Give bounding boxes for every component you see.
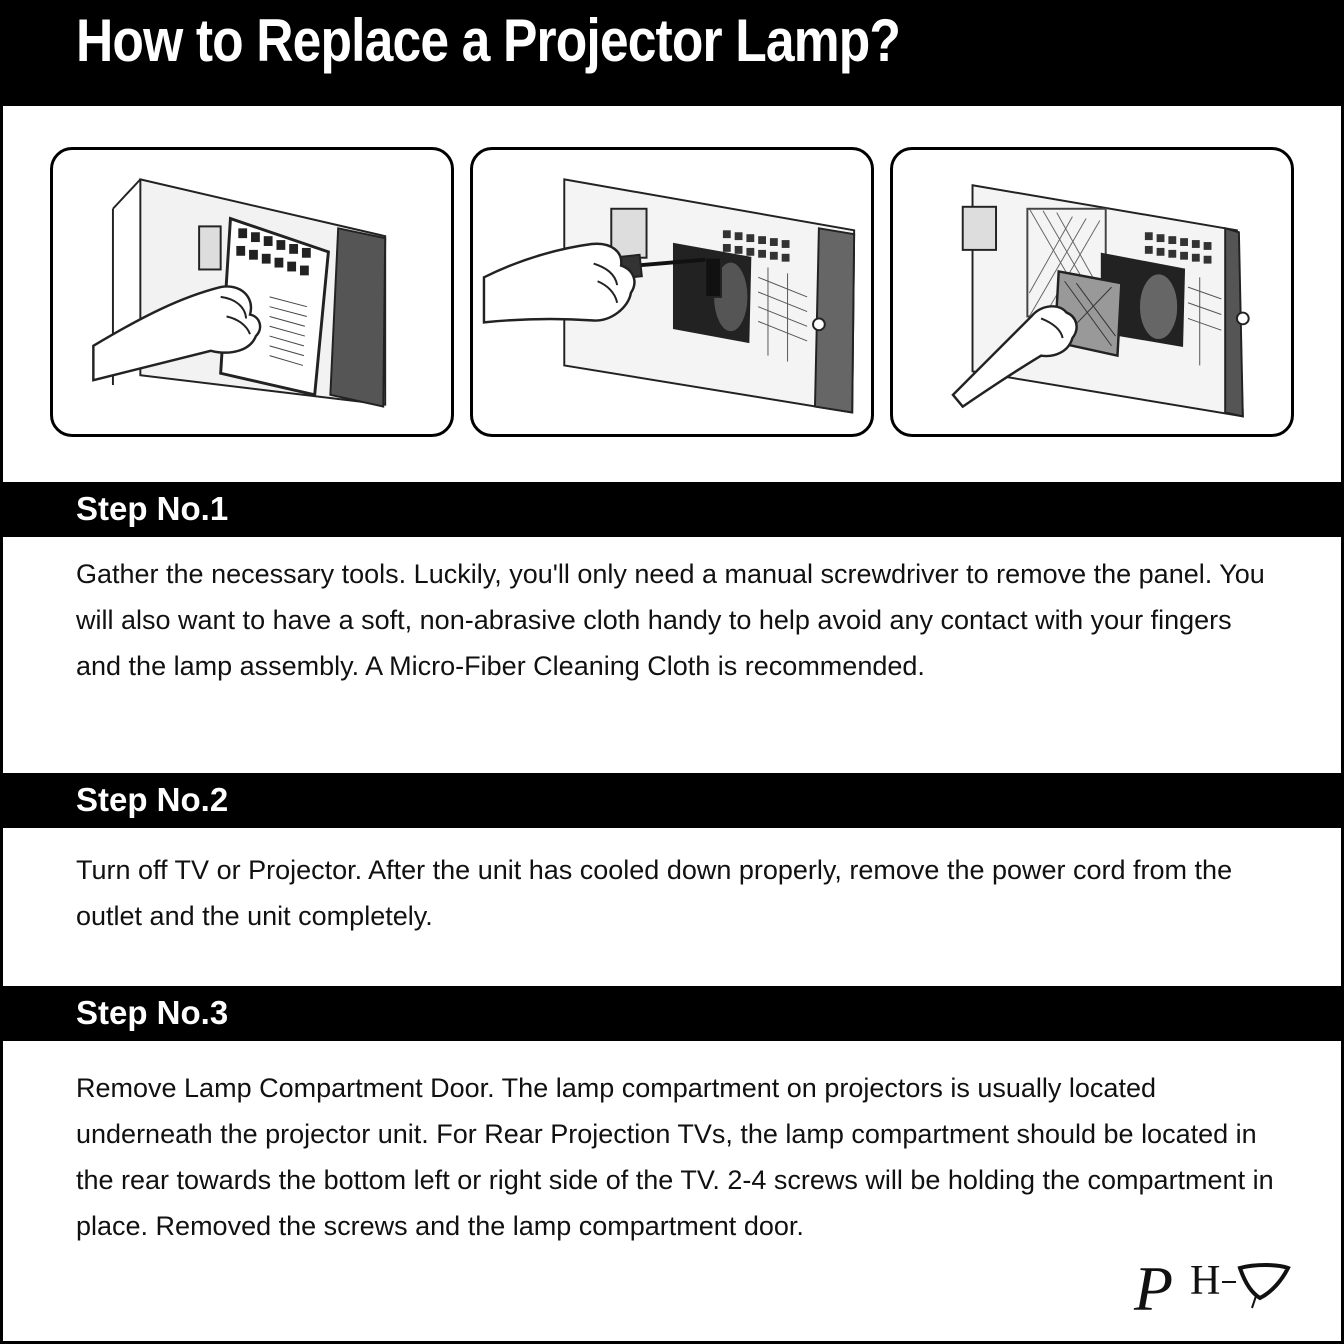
svg-text:P: P [1134, 1253, 1174, 1322]
step-3-header [0, 986, 1344, 1041]
step-2-header [0, 773, 1344, 828]
page-title: How to Replace a Projector Lamp? [76, 7, 901, 74]
illustration-step-2 [470, 147, 874, 437]
step-2-text: Turn off TV or Projector. After the unit has cooled down properly, remove the power cord from the outlet and the unit completely. [76, 855, 1233, 931]
step-2-label: Step No.2 [76, 781, 229, 818]
step-1-header [0, 482, 1344, 537]
pho-logo-icon [1132, 1252, 1302, 1322]
hand-opening-panel-icon [53, 150, 451, 434]
title-bar [0, 0, 1344, 106]
illustration-step-1 [50, 147, 454, 437]
illustration-step-3 [890, 147, 1294, 437]
step-3-label: Step No.3 [76, 994, 229, 1031]
brand-logo [1132, 1252, 1302, 1322]
hand-screwdriver-icon [473, 150, 871, 434]
svg-text:H: H [1190, 1258, 1221, 1304]
step-1-text: Gather the necessary tools. Luckily, you'll only need a manual screwdriver to remove the panel. You will also want to have a soft, non-abrasive cloth handy to help avoid any contact with your fingers and the lamp assembly. A Micro-Fiber Cleaning Cloth is recommended. [76, 559, 1265, 681]
hand-removing-lamp-icon [893, 150, 1291, 434]
step-1-label: Step No.1 [76, 490, 229, 527]
step-3-text: Remove Lamp Compartment Door. The lamp compartment on projectors is usually located underneath the projector unit. For Rear Projection TVs, the lamp compartment should be located in the rear towards the bottom left or right side of the TV. 2-4 screws will be holding the compartment in place. Removed the screws and the lamp compartment door. [76, 1073, 1274, 1241]
